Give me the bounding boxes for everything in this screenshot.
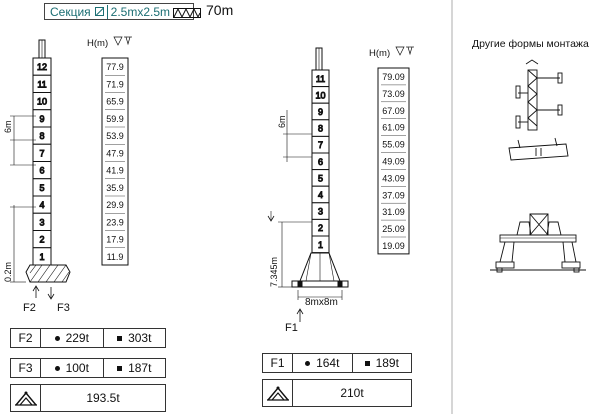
left-section-number: 9	[39, 113, 45, 124]
right-height-value: 55.09	[382, 139, 405, 150]
f3-value-b: 187t	[128, 361, 152, 375]
left-section-number: 2	[39, 234, 45, 245]
right-height-header-icons	[396, 47, 414, 55]
left-section-number: 1	[39, 251, 45, 262]
f1-arrow	[297, 309, 303, 322]
right-section-number: 4	[317, 190, 324, 200]
right-height-value: 31.09	[382, 207, 405, 218]
left-section-number: 5	[39, 182, 45, 193]
left-height-value: 59.9	[106, 113, 124, 124]
right-section-number: 11	[315, 73, 326, 84]
f2-value-b: 303t	[128, 331, 152, 345]
alt-mount-tower-icon	[509, 60, 568, 160]
right-height-value: 61.09	[382, 122, 405, 133]
square-bullet-icon	[117, 336, 122, 341]
square-bullet-icon	[117, 366, 122, 371]
right-height-header: H(m)	[369, 48, 391, 59]
right-section-number: 9	[317, 107, 324, 117]
gantry-crane-icon	[490, 214, 586, 272]
right-weight-row	[262, 379, 412, 407]
right-height-value: 73.09	[382, 88, 405, 99]
left-height-value: 17.9	[106, 234, 124, 245]
circle-bullet-icon	[55, 336, 60, 341]
right-height-value: 37.09	[382, 190, 405, 201]
right-height-value: 25.09	[382, 224, 405, 235]
right-height-value: 67.09	[382, 105, 405, 116]
other-forms-title: Другие формы монтажа	[472, 38, 589, 50]
right-section-number: 7	[317, 140, 324, 151]
left-height-value: 11.9	[106, 251, 124, 262]
left-base-offset-label: 0.2m	[3, 261, 13, 282]
right-height-value: 79.09	[382, 71, 405, 82]
f1-key: F1	[263, 354, 293, 372]
f1-value-a: 164t	[316, 356, 340, 370]
weight-icon	[267, 385, 289, 401]
right-section-number: 8	[317, 123, 324, 134]
right-section-number: 3	[317, 206, 324, 217]
left-section-number: 10	[36, 96, 48, 107]
left-weight-value: 193.5t	[86, 391, 120, 405]
right-section-number: 5	[317, 173, 324, 184]
force-label-f1: F1	[285, 322, 298, 334]
force-label-f3: F3	[57, 302, 70, 314]
right-section-number: 2	[317, 223, 324, 234]
f2-value-a: 229t	[65, 331, 89, 345]
left-height-value: 29.9	[106, 200, 124, 211]
right-spacing-label: 6m	[277, 115, 287, 128]
right-height-value: 43.09	[382, 173, 405, 184]
f2-load-row	[10, 328, 166, 348]
f1-load-row	[262, 353, 412, 373]
force-label-f2: F2	[23, 302, 36, 314]
right-base-size-label: 8mx8m	[305, 297, 338, 308]
right-section-number: 6	[317, 156, 324, 167]
right-tower	[268, 48, 348, 322]
left-tower	[10, 40, 70, 299]
left-height-header-icons	[114, 37, 132, 45]
left-section-number: 11	[37, 79, 47, 90]
square-bullet-icon	[365, 361, 370, 366]
left-section-number: 4	[39, 200, 45, 211]
left-height-value: 77.9	[106, 62, 124, 73]
right-base-height-label: 7.345m	[269, 256, 279, 287]
left-height-header: H(m)	[87, 38, 109, 49]
left-height-value: 23.9	[106, 217, 124, 228]
section-size: 2.5mx2.5m	[107, 5, 170, 19]
circle-bullet-icon	[55, 366, 60, 371]
left-height-value: 47.9	[106, 148, 124, 159]
f3-value-a: 100t	[65, 361, 89, 375]
left-section-number: 6	[39, 165, 45, 176]
left-height-value: 53.9	[106, 131, 124, 142]
right-section-number: 10	[315, 90, 326, 101]
f2-key: F2	[11, 329, 41, 347]
left-height-column	[102, 58, 128, 265]
section-label: Секция	[50, 4, 91, 19]
left-section-number: 12	[36, 62, 48, 73]
left-section-number: 3	[39, 217, 45, 228]
left-height-value: 65.9	[106, 96, 124, 107]
left-dimension-lines	[10, 116, 36, 282]
f1-value-b: 189t	[375, 356, 399, 370]
weight-icon	[15, 390, 37, 406]
f3-key: F3	[11, 359, 41, 377]
right-height-column	[378, 68, 409, 254]
right-section-number: 1	[317, 239, 324, 250]
circle-bullet-icon	[305, 361, 310, 366]
max-height: 70m	[206, 2, 234, 18]
left-section-number: 8	[39, 131, 45, 142]
force-arrows	[33, 286, 54, 299]
left-height-value: 41.9	[106, 165, 124, 176]
right-height-value: 19.09	[382, 240, 405, 251]
left-spacing-label: 6m	[3, 120, 13, 133]
left-height-value: 71.9	[106, 79, 124, 90]
f3-load-row	[10, 358, 166, 378]
left-height-value: 35.9	[106, 182, 124, 193]
left-weight-row	[10, 384, 166, 412]
right-weight-value: 210t	[340, 386, 364, 400]
right-height-value: 49.09	[382, 156, 405, 167]
left-section-number: 7	[39, 148, 45, 159]
